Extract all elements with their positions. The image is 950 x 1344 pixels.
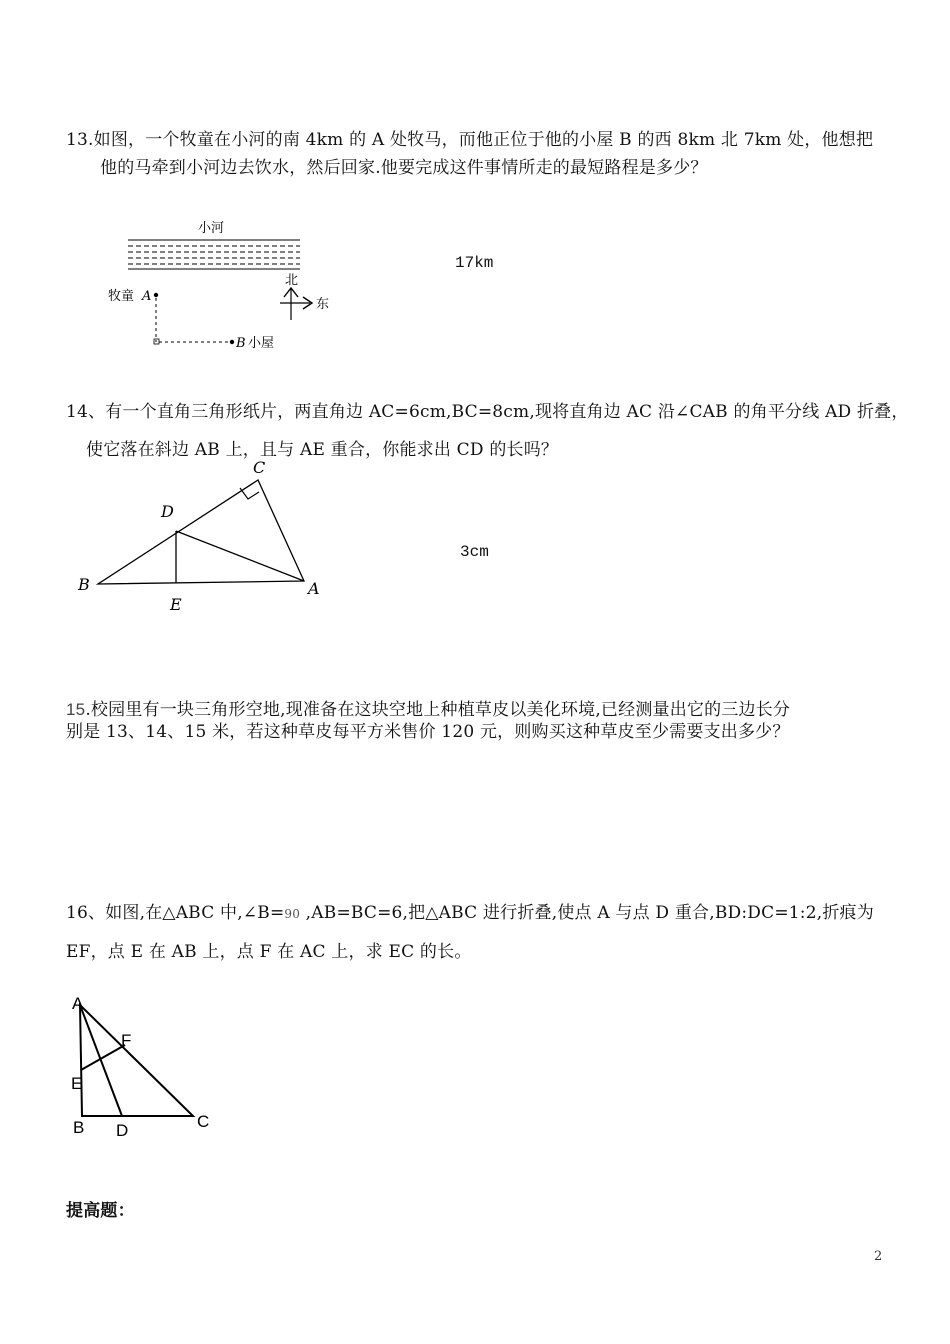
north-label: 北 xyxy=(285,273,299,288)
label-a: A xyxy=(308,579,320,598)
q13-figure xyxy=(100,212,340,357)
q13-line2: 他的马牵到小河边去饮水，然后回家.他要完成这件事情所走的最短路程是多少？ xyxy=(100,158,708,178)
q16-line1 xyxy=(66,899,874,928)
segment-ad xyxy=(80,1005,122,1116)
label-b: B xyxy=(78,575,90,594)
q14-line2: 使它落在斜边 AB 上，且与 AE 重合，你能求出 CD 的长吗？ xyxy=(86,440,559,460)
q16-line1-post: ,AB=BC=6,把△ABC 进行折叠,使点 A 与点 D 重合,BD:DC=1:2,折痕为 xyxy=(300,903,874,923)
label-c-16: C xyxy=(197,1112,210,1131)
label-a-16: A xyxy=(72,994,84,1013)
point-a-label: A xyxy=(142,289,152,304)
label-e-16: E xyxy=(71,1074,83,1093)
section-heading: 提高题： xyxy=(66,1201,135,1221)
river-label: 小河 xyxy=(198,221,225,236)
page-number: 2 xyxy=(874,1249,883,1264)
hut-label: 小屋 xyxy=(248,336,275,351)
herder-label: 牧童 xyxy=(108,289,135,304)
label-e: E xyxy=(170,595,182,614)
east-label: 东 xyxy=(316,297,330,312)
point-b-label: B xyxy=(236,336,246,351)
q14-answer: 3cm xyxy=(460,543,489,561)
q16-figure xyxy=(60,985,230,1145)
point-a-dot xyxy=(154,293,158,297)
point-b-dot xyxy=(230,340,234,344)
q15-line2: 别是 13、14、15 米，若这种草皮每平方米售价 120 元，则购买这种草皮至少需要支出多少？ xyxy=(66,722,790,742)
q16-angle-degree: 90 xyxy=(284,907,301,921)
q16-line1-pre: 16、如图,在△ABC 中,∠B= xyxy=(66,903,285,923)
q14-figure xyxy=(70,455,340,620)
q16-line2: EF，点 E 在 AB 上，点 F 在 AC 上，求 EC 的长。 xyxy=(66,942,472,962)
q14-line1: 14、有一个直角三角形纸片，两直角边 AC=6cm,BC=8cm,现将直角边 AC 沿∠CAB 的角平分线 AD 折叠， xyxy=(66,402,909,422)
q15-number: 15 xyxy=(66,700,86,719)
label-f-16: F xyxy=(121,1031,132,1050)
label-d: D xyxy=(161,502,174,521)
q13-answer: 17km xyxy=(455,254,494,272)
label-d-16: D xyxy=(116,1121,129,1140)
label-c: C xyxy=(253,458,266,477)
label-b-16: B xyxy=(73,1118,85,1137)
q13-line1: 13.如图，一个牧童在小河的南 4km 的 A 处牧马，而他正位于他的小屋 B 的西 8km 北 7km 处，他想把 xyxy=(66,130,874,150)
q15-line1-text: .校园里有一块三角形空地,现准备在这块空地上种植草皮以美化环境,已经测量出它的三边长分 xyxy=(85,700,791,720)
